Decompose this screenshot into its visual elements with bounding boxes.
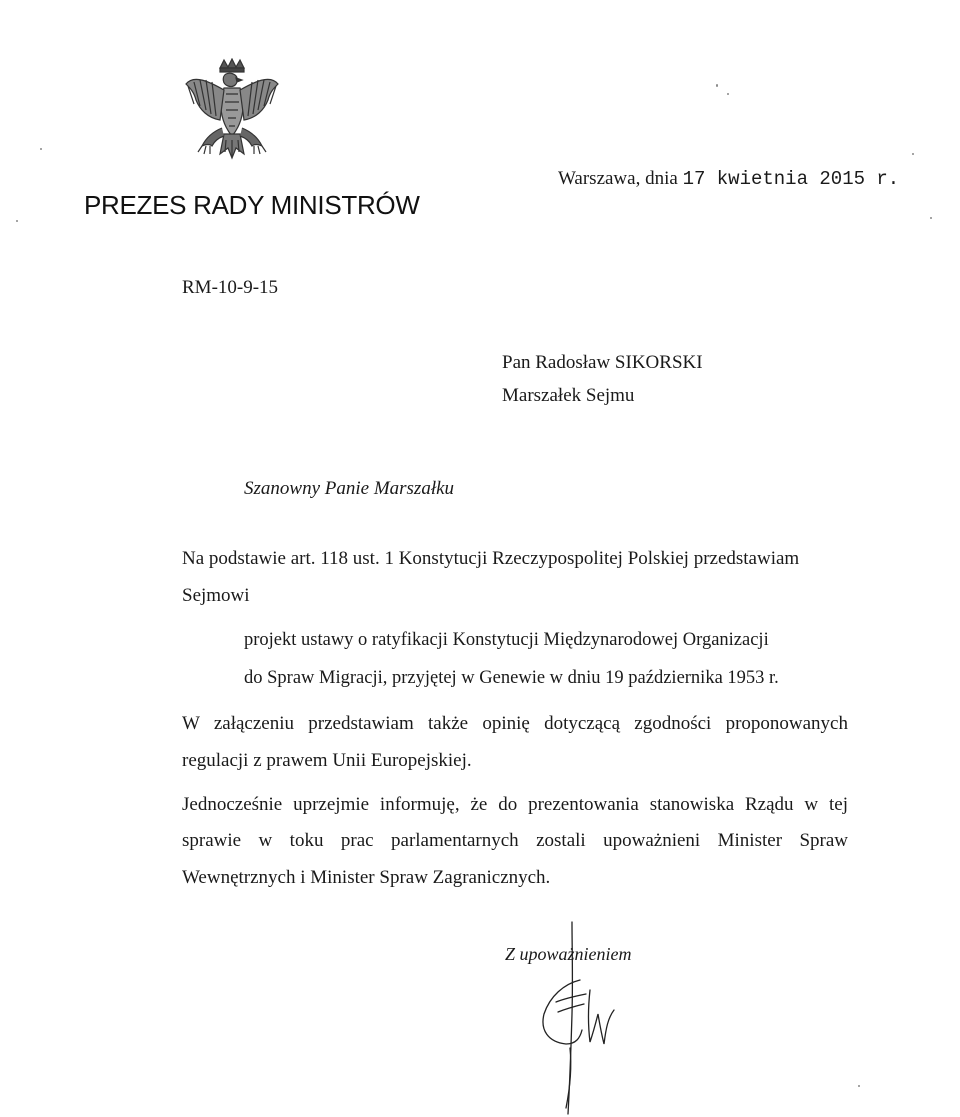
reference-number: RM-10-9-15	[182, 277, 279, 298]
paragraph-3-line: Wewnętrznych i Minister Spraw Zagranicznych.	[182, 867, 551, 888]
polish-eagle-emblem-icon	[180, 58, 284, 174]
date-value: 17 kwietnia 2015 r.	[682, 168, 900, 190]
scan-speck	[858, 1085, 860, 1087]
scan-speck	[930, 217, 932, 219]
bill-title-line: projekt ustawy o ratyfikacji Konstytucji Międzynarodowej Organizacji	[244, 630, 769, 650]
scan-speck	[912, 153, 914, 155]
paragraph-3-line: sprawie w toku prac parlamentarnych zostali upoważnieni Minister Spraw	[182, 830, 848, 851]
scan-speck	[16, 220, 18, 222]
scan-speck	[727, 93, 729, 95]
authorization-note: Z upoważnieniem	[505, 944, 632, 964]
bill-title-line: do Spraw Migracji, przyjętej w Genewie w dniu 19 października 1953 r.	[244, 668, 779, 688]
letter-date	[558, 168, 899, 190]
salutation: Szanowny Panie Marszałku	[244, 478, 455, 499]
paragraph-1-line: Sejmowi	[182, 585, 250, 606]
paragraph-2-line: regulacji z prawem Unii Europejskiej.	[182, 750, 472, 771]
scan-speck	[40, 148, 42, 150]
paragraph-2-line: W załączeniu przedstawiam także opinię dotyczącą zgodności proponowanych	[182, 713, 848, 734]
paragraph-3-line: Jednocześnie uprzejmie informuję, że do prezentowania stanowiska Rządu w tej	[182, 794, 848, 815]
date-prefix: Warszawa, dnia	[558, 168, 678, 189]
paragraph-1-line: Na podstawie art. 118 ust. 1 Konstytucji Rzeczypospolitej Polskiej przedstawiam	[182, 548, 800, 569]
office-title: PREZES RADY MINISTRÓW	[84, 190, 420, 220]
scan-speck	[716, 84, 718, 87]
addressee-title: Marszałek Sejmu	[502, 385, 635, 406]
addressee-name: Pan Radosław SIKORSKI	[502, 352, 703, 373]
